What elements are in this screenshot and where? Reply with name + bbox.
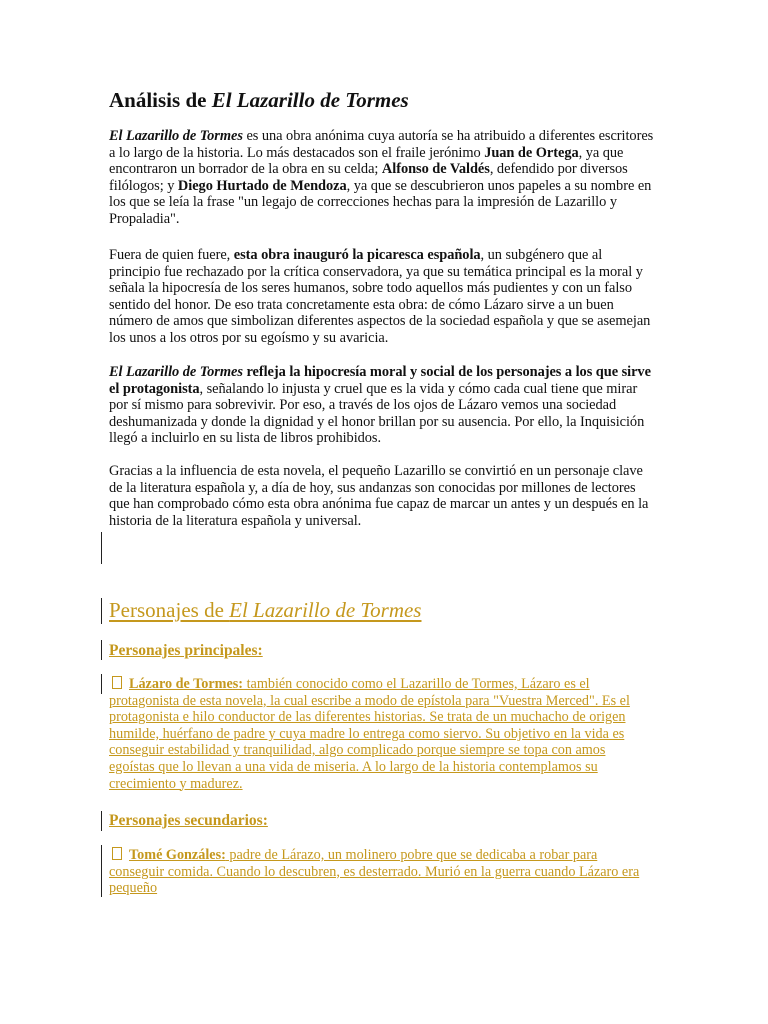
character-entry-lazaro: Lázaro de Tormes: también conocido como el Lazarillo de Tormes, Lázaro es el protagonista de esta novela, la cual escribe a modo de epístola para "Vuestra Merced". Es el protagonista e hilo conductor de las diferentes historias. Se trata de un muchacho de origen humilde, huérfano de padre y cuya madre lo entrega como siervo. Su objetivo en la vida es conseguir estabilidad y tranquilidad, algo complicado porque siempre se topa con amos egoístas que lo llevan a una vida de miseria. A lo largo de la historia contemplamos su crecimiento y madurez. — [109, 676, 630, 792]
paragraph-picaresca: Fuera de quien fuere, esta obra inauguró la picaresca española, un subgénero que al principio fue rechazado por la crítica conservadora, ya que su temática principal es la moral y señala la hipocresía de los seres humanos, sobre todo aquellos más pudientes y con un falso sentido del honor. De eso trata concretamente esta obra: de cómo Lázaro sirve a un buen número de amos que simbolizan diferentes aspectos de la sociedad española y que se asemejan los unos a los otros por su egoísmo y su avaricia. — [109, 247, 651, 346]
secondary-characters-heading: Personajes secundarios: — [109, 812, 268, 829]
bullet-box-icon — [112, 847, 122, 860]
main-characters-heading: Personajes principales: — [109, 642, 263, 659]
paragraph-authorship: El Lazarillo de Tormes es una obra anónima cuya autoría se ha atribuido a diferentes escritores a lo largo de la historia. Lo más destacados son el fraile jerónimo Juan de Ortega, ya que encontraron un borrador de la obra en su celda; Alfonso de Valdés, defendido por diversos filólogos; y Diego Hurtado de Mendoza, ya que se descubrieron unos papeles a su nombre en los que se leía la frase "un legajo de correcciones hechas para la impresión de Lazarillo y Propaladia". — [109, 128, 654, 227]
text-cursor — [101, 674, 102, 694]
text-cursor — [101, 811, 102, 831]
text-cursor — [101, 532, 102, 564]
text-cursor — [101, 845, 102, 897]
text-cursor — [101, 598, 102, 624]
character-entry-tome: Tomé Gonzáles: padre de Lárazo, un molinero pobre que se dedicaba a robar para conseguir comida. Cuando lo descubren, es desterrado. Murió en la guerra cuando Lázaro era pequeño — [109, 847, 640, 897]
characters-title: Personajes de El Lazarillo de Tormes — [109, 598, 422, 622]
bullet-box-icon — [112, 676, 122, 689]
analysis-title: Análisis de El Lazarillo de Tormes — [109, 88, 409, 112]
text-cursor — [101, 640, 102, 660]
paragraph-hypocrisy: El Lazarillo de Tormes refleja la hipocresía moral y social de los personajes a los que sirve el protagonista, señalando lo injusta y cruel que es la vida y cómo cada cual tiene que mirar por sí mismo para sobrevivir. Por eso, a través de los ojos de Lázaro vemos una sociedad deshumanizada y donde la dignidad y el honor brillan por su ausencia. Por ello, la Inquisición llegó a incluirlo en su lista de libros prohibidos. — [109, 364, 651, 447]
paragraph-influence: Gracias a la influencia de esta novela, el pequeño Lazarillo se convirtió en un personaje clave de la literatura española y, a día de hoy, sus andanzas son conocidas por millones de lectores que han comprobado cómo esta obra anónima fue capaz de marcar un antes y un después en la historia de la literatura española y universal. — [109, 463, 649, 529]
